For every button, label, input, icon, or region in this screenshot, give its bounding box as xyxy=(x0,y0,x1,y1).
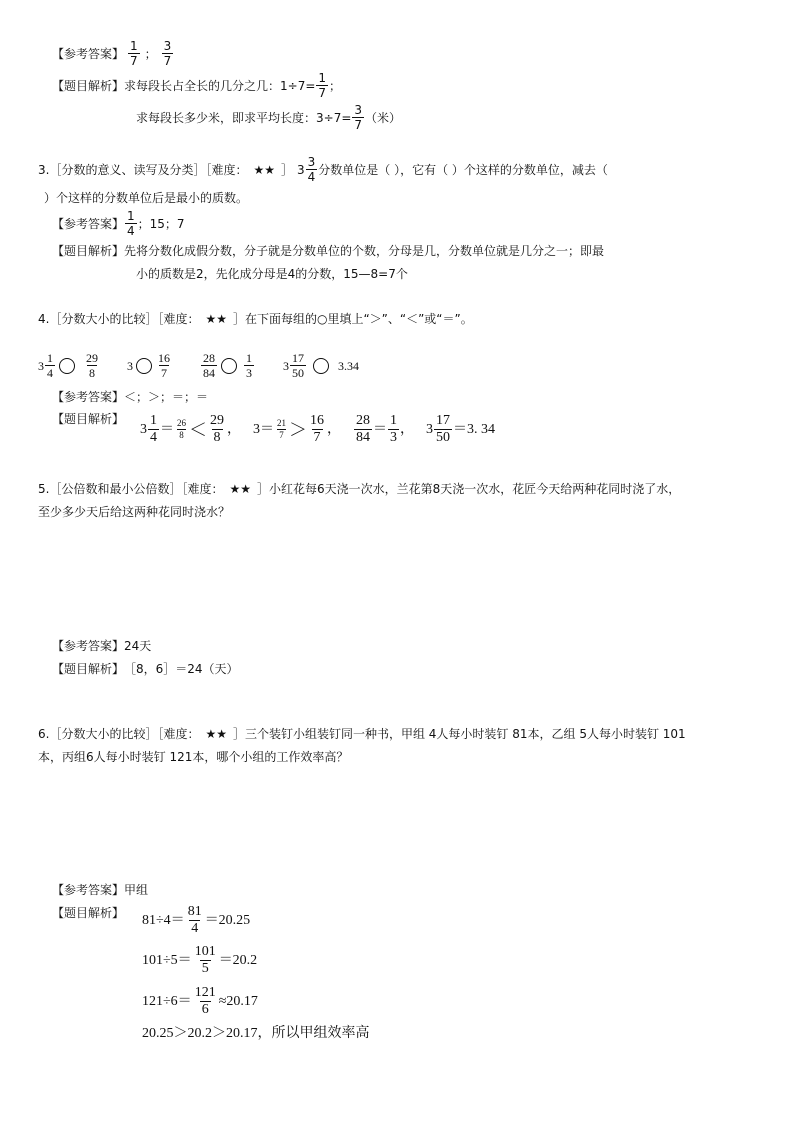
analysis-label: 【题目解析】 xyxy=(52,78,125,93)
q6-calc-2: 101÷5＝ $\frac{101}{5}$ ＝20.2 xyxy=(142,944,258,976)
fraction: $\frac{3}{7}$ xyxy=(163,39,172,68)
difficulty-stars: ★★ xyxy=(229,482,251,496)
item-g: 3 $\frac{17}{50}$ xyxy=(283,351,304,380)
analysis-label: 【题目解析】 xyxy=(52,662,125,676)
q3-answer-row: 【参考答案】 $\frac{1}{4}$ ；15；7 xyxy=(52,209,185,238)
q4-analysis-label: 【题目解析】 xyxy=(52,412,125,426)
answer-label: 【参考答案】 xyxy=(52,46,125,61)
item-c: 3 xyxy=(127,358,133,373)
compare-circle xyxy=(313,358,329,374)
item-b: $\frac{29}{8}$ xyxy=(86,351,98,380)
fraction: $\frac{1}{7}$ xyxy=(130,39,138,68)
q5-analysis-row: 【题目解析】 ［8，6］＝24（天） xyxy=(52,662,239,676)
compare-circle xyxy=(59,358,75,374)
item-h: 3.34 xyxy=(338,358,359,373)
difficulty-stars: ★★ xyxy=(253,162,275,177)
q6-question-line-2: 本，丙组6人每小时装钉 121本，哪个小组的工作效率高？ xyxy=(38,750,349,764)
q5-answer-row: 【参考答案】 24天 xyxy=(52,639,152,653)
compare-circle xyxy=(221,358,237,374)
item-a: 3 $\frac{1}{4}$ xyxy=(38,351,53,380)
answer-label: 【参考答案】 xyxy=(52,883,125,897)
difficulty-stars: ★★ xyxy=(205,312,227,326)
q3-question-line-1: 3.［分数的意义、读写及分类］［难度： ★★ ］ 3 $\frac{3}{4}$ 分数单位是（ ），它有（ ）个这样的分数单位，减去（ xyxy=(38,155,608,184)
fraction: $\frac{1}{4}$ xyxy=(127,209,135,238)
q2-analysis-row-1: 【题目解析】 求每段长占全长的几分之几：1÷7= $\frac{1}{7}$ ； xyxy=(52,71,342,100)
q3-analysis-row-2: 小的质数是2，先化成分母是4的分数，15—8=7个 xyxy=(136,267,408,281)
fraction: $\frac{3}{7}$ xyxy=(354,103,363,132)
compare-circle xyxy=(136,358,152,374)
q6-answer-row: 【参考答案】 甲组 xyxy=(52,883,149,897)
q6-calc-3: 121÷6＝ $\frac{121}{6}$ ≈20.17 xyxy=(142,985,258,1017)
analysis-label: 【题目解析】 xyxy=(52,244,125,258)
item-d: $\frac{16}{7}$ xyxy=(158,351,170,380)
q4-answer-row: 【参考答案】 ＜；＞；＝；＝ xyxy=(52,390,209,404)
q2-answer-row: 【参考答案】 $\frac{1}{7}$ ； $\frac{3}{7}$ xyxy=(52,39,172,68)
mixed-number: 3 $\frac{3}{4}$ xyxy=(296,155,316,184)
item-f: $\frac{1}{3}$ xyxy=(246,351,252,380)
q4-question-line: 4.［分数大小的比较］［难度： ★★ ］在下面每组的○里填上“＞”、“＜”或“＝”。 xyxy=(38,312,473,326)
q5-question-line-2: 至少多少天后给这两种花同时浇水？ xyxy=(38,505,231,519)
q6-conclusion: 20.25＞20.2＞20.17，所以甲组效率高 xyxy=(142,1026,370,1041)
q5-question-line-1: 5.［公倍数和最小公倍数］［难度： ★★ ］小红花每6天浇一次水，兰花第8天浇一次水，花匠今天给两种花同时浇了水， xyxy=(38,482,681,496)
answer-label: 【参考答案】 xyxy=(52,216,125,231)
q6-question-line-1: 6.［分数大小的比较］［难度： ★★ ］三个装钉小组装钉同一种书，甲组 4人每小时装钉 81本，乙组 5人每小时装钉 101 xyxy=(38,727,686,741)
item-e: $\frac{28}{84}$ xyxy=(203,351,215,380)
answer-label: 【参考答案】 xyxy=(52,639,125,653)
fraction: $\frac{1}{7}$ xyxy=(318,71,327,100)
q4-items-row xyxy=(38,352,359,379)
answer-label: 【参考答案】 xyxy=(52,390,125,404)
q6-analysis-label: 【题目解析】 xyxy=(52,906,125,920)
q4-analysis-row: 3 $\frac{1}{4}$ ＝ $\frac{26}{8}$ ＜ $\frac{29}{8}$ ， 3 ＝ $\frac{21}{7}$ ＞ $\frac{16}{7}$ ， $\frac{28}{84}$ ＝ $\frac{1}{3}$ ， 3 $\frac{17}{50}$ ＝ 3. 34 xyxy=(140,413,495,445)
q3-analysis-row-1: 【题目解析】 先将分数化成假分数，分子就是分数单位的个数，分母是几，分数单位就是几分之一；即最 xyxy=(52,244,605,258)
q2-analysis-row-2: 求每段长多少米，即求平均长度：3÷7= $\frac{3}{7}$ （米） xyxy=(136,103,402,132)
q3-question-line-2: ）个这样的分数单位后是最小的质数。 xyxy=(44,191,249,205)
q6-calc-1: 81÷4＝ $\frac{81}{4}$ ＝20.25 xyxy=(142,904,251,936)
difficulty-stars: ★★ xyxy=(205,727,227,741)
